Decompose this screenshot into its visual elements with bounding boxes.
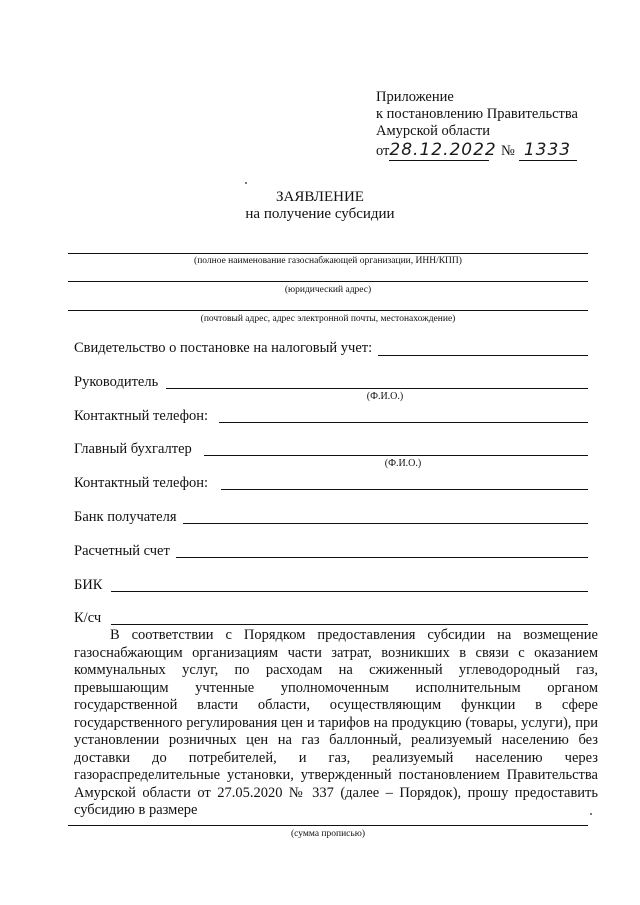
postal-address-caption: (почтовый адрес, адрес электронной почты, местонахождение)	[200, 314, 456, 324]
annex-line-1: Приложение	[376, 89, 454, 105]
number-prefix: №	[501, 143, 515, 159]
accountant-fio-caption: (Ф.И.О.)	[384, 458, 422, 469]
bank-label: Банк получателя	[74, 509, 177, 525]
phone-1-line[interactable]	[219, 422, 588, 423]
chief-accountant-line[interactable]	[204, 455, 588, 456]
account-label: Расчетный счет	[74, 543, 170, 559]
annex-line-2: к постановлению Правительства	[376, 106, 578, 122]
amount-caption: (сумма прописью)	[291, 829, 365, 839]
director-line[interactable]	[166, 388, 588, 389]
phone-2-label: Контактный телефон:	[74, 475, 209, 491]
phone-1-label: Контактный телефон:	[74, 408, 209, 424]
chief-accountant-label: Главный бухгалтер	[74, 441, 192, 457]
request-paragraph	[74, 627, 598, 820]
corr-account-label: К/сч	[74, 610, 102, 626]
bank-line[interactable]	[183, 523, 588, 524]
document-subtitle: на получение субсидии	[245, 206, 395, 222]
director-fio-caption: (Ф.И.О.)	[366, 391, 404, 402]
scan-speck	[245, 182, 247, 184]
scan-speck	[590, 813, 592, 815]
org-name-line[interactable]	[68, 253, 588, 254]
handwritten-number: 1333	[523, 140, 572, 160]
director-label: Руководитель	[74, 374, 159, 390]
org-name-caption: (полное наименование газоснабжающей организации, ИНН/КПП)	[194, 256, 462, 266]
bik-label: БИК	[74, 577, 103, 593]
handwritten-date: 28.12.2022	[389, 140, 497, 160]
bik-line[interactable]	[111, 591, 588, 592]
postal-address-line[interactable]	[68, 310, 588, 311]
tax-certificate-line[interactable]	[378, 355, 588, 356]
account-line[interactable]	[176, 557, 588, 558]
corr-account-line[interactable]	[111, 624, 588, 625]
document-title: ЗАЯВЛЕНИЕ	[276, 189, 364, 205]
request-paragraph-text: В соответствии с Порядком предоставления субсидии на возмещение газоснабжающим организациям части затрат, возникших в связи с оказанием коммунальных услуг, по расходам на сжиженный углеводородный газ, превышающим учтенные уполномоченным исполнительным органом государственной власти области, осуществляющим функции в сфере государственного регулирования цен и тарифов на продукцию (товары, услуги), при установлении розничных цен на газ баллонный, реализуемый населению без доставки до потребителей, и газ, реализуемый населению через газораспределительные установки, утвержденный постановлением Правительства Амурской области от 27.05.2020 № 337 (далее – Порядок), прошу предоставить субсидию в размере	[74, 627, 598, 818]
tax-certificate-label: Свидетельство о постановке на налоговый учет:	[74, 340, 373, 356]
amount-line[interactable]	[68, 825, 588, 826]
legal-address-line[interactable]	[68, 281, 588, 282]
annex-line-3: Амурской области	[376, 123, 490, 139]
phone-2-line[interactable]	[221, 489, 588, 490]
annex-date-row	[376, 142, 578, 161]
date-prefix: от	[376, 143, 390, 159]
annex-block	[376, 89, 578, 161]
legal-address-caption: (юридический адрес)	[284, 285, 372, 295]
